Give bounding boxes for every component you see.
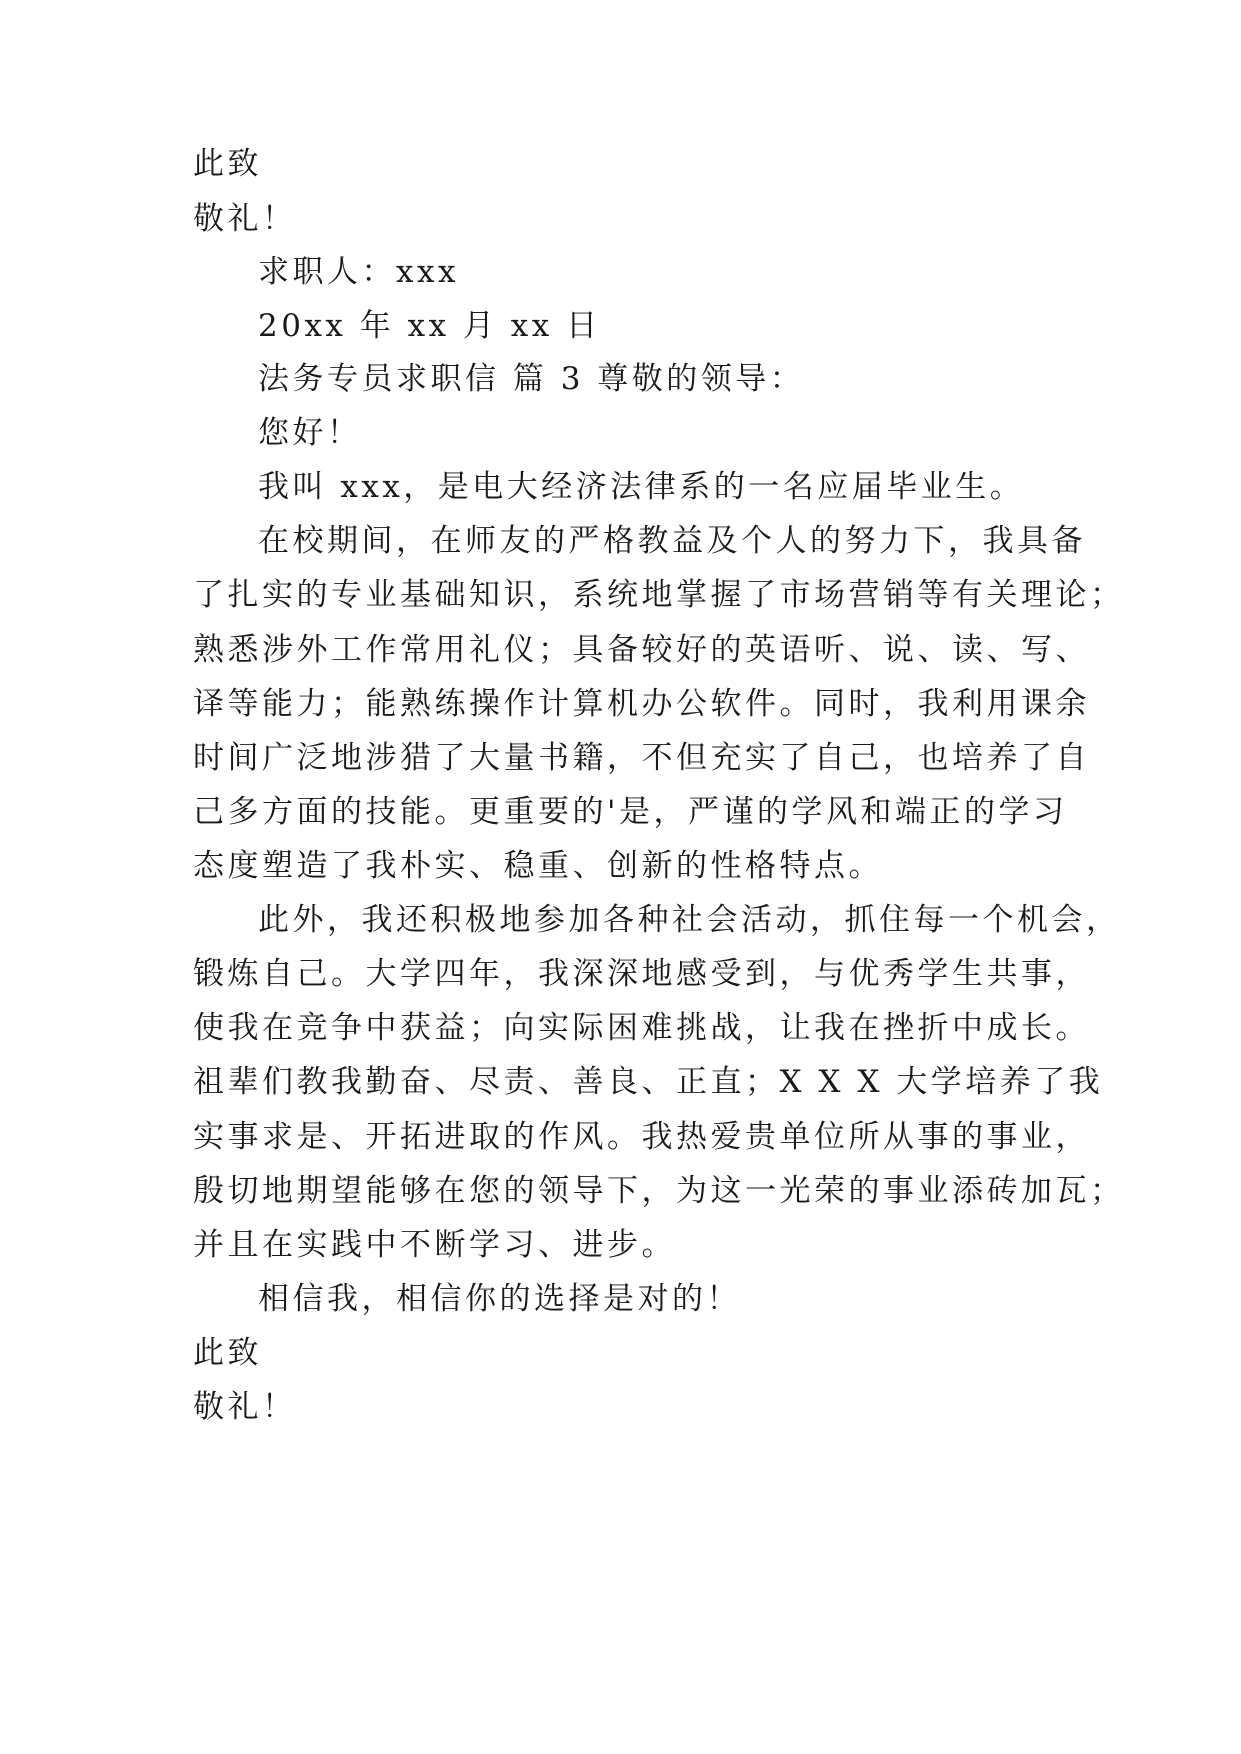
paragraph-line: 锻炼自己。大学四年，我深深地感受到，与优秀学生共事， xyxy=(193,956,1090,992)
paragraph-line: 在校期间，在师友的严格教益及个人的努力下，我具备 xyxy=(258,523,1086,559)
salutation-line: 敬礼！ xyxy=(193,201,297,237)
paragraph-line: 时间广泛地涉猎了大量书籍，不但充实了自己，也培养了自 xyxy=(193,740,1090,776)
letter-heading: 法务专员求职信 篇 3 尊敬的领导： xyxy=(258,361,805,397)
paragraph-line: 我叫 xxx，是电大经济法律系的一名应届毕业生。 xyxy=(258,469,1025,505)
closing-line: 此致 xyxy=(193,146,262,182)
paragraph-line: 并且在实践中不断学习、进步。 xyxy=(193,1227,676,1263)
paragraph-line: 己多方面的技能。更重要的'是，严谨的学风和端正的学习 xyxy=(193,794,1068,830)
applicant-line: 求职人：xxx xyxy=(258,254,459,290)
closing-line: 此致 xyxy=(193,1335,262,1371)
greeting-line: 您好！ xyxy=(258,415,362,451)
paragraph-line: 殷切地期望能够在您的领导下，为这一光荣的事业添砖加瓦； xyxy=(193,1173,1125,1209)
date-line: 20xx 年 xx 月 xx 日 xyxy=(258,308,601,344)
paragraph-line: 译等能力；能熟练操作计算机办公软件。同时，我利用课余 xyxy=(193,686,1090,722)
paragraph-line: 了扎实的专业基础知识，系统地掌握了市场营销等有关理论； xyxy=(193,577,1125,613)
paragraph-line: 此外，我还积极地参加各种社会活动，抓住每一个机会， xyxy=(258,902,1121,938)
paragraph-line: 实事求是、开拓进取的作风。我热爱贵单位所从事的事业， xyxy=(193,1119,1090,1155)
paragraph-line: 使我在竞争中获益；向实际困难挑战，让我在挫折中成长。 xyxy=(193,1010,1090,1046)
paragraph-line: 相信我，相信你的选择是对的！ xyxy=(258,1281,741,1317)
paragraph-line: 熟悉涉外工作常用礼仪；具备较好的英语听、说、读、写、 xyxy=(193,632,1090,668)
paragraph-line: 态度塑造了我朴实、稳重、创新的性格特点。 xyxy=(193,848,883,884)
salutation-line: 敬礼！ xyxy=(193,1389,297,1425)
paragraph-line: 祖辈们教我勤奋、尽责、善良、正直；X X X 大学培养了我 xyxy=(193,1064,1104,1100)
